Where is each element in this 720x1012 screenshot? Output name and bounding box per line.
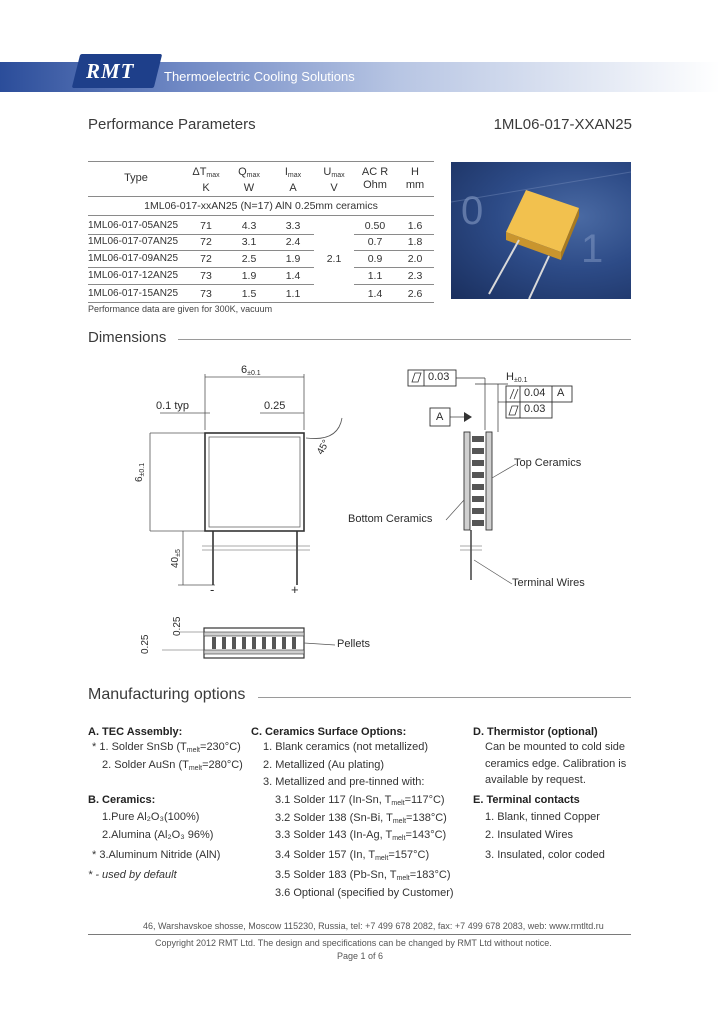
manufacturing-title: Manufacturing options bbox=[88, 686, 246, 703]
footer-rule bbox=[88, 934, 631, 935]
bottom-ceramics-leader bbox=[446, 500, 464, 520]
tec-assembly-heading: A. TEC Assembly: bbox=[88, 726, 183, 738]
thermistor-text: available by request. bbox=[485, 774, 586, 786]
table-group-label: 1ML06-017-xxAN25 (N=17) AlN 0.25mm ceramics bbox=[144, 200, 378, 212]
header-umax: $U_{max}$ V bbox=[323, 166, 345, 194]
manufacturing-rule bbox=[258, 697, 631, 698]
angle-dimension: 45° bbox=[315, 438, 333, 457]
header-qmax: $Q_{max}$ W bbox=[238, 166, 260, 194]
row-rule bbox=[88, 234, 314, 235]
flatness2-value: 0.03 bbox=[524, 403, 546, 415]
ceramics-option: 2.Alumina (Al₂O₃ 96%) bbox=[102, 829, 214, 841]
side-view-pellets bbox=[212, 637, 296, 649]
terminal-option: 3. Insulated, color coded bbox=[485, 849, 605, 861]
footer-address: 46, Warshavskoe shosse, Moscow 115230, Russia, tel: +7 499 678 2082, fax: +7 499 678 2083, web: www.rmtltd.ru bbox=[143, 921, 604, 931]
side-view-bottom-ceramic bbox=[204, 650, 304, 654]
datum-label: A bbox=[436, 411, 444, 423]
header-tagline: Thermoelectric Cooling Solutions bbox=[164, 69, 355, 84]
side-pellets bbox=[472, 436, 484, 526]
parallel-value: 0.04 bbox=[524, 387, 546, 399]
side-view-drawing bbox=[400, 360, 630, 590]
surface-sub-option: 3.5 Solder 183 (Pb-Sn, $T_{melt}=183^\circ C$) bbox=[275, 869, 451, 882]
surface-heading: C. Ceramics Surface Options: bbox=[251, 726, 407, 738]
ceramics-option: 1.Pure Al₂O₃(100%) bbox=[102, 811, 200, 823]
surface-sub-option: 3.6 Optional (specified by Customer) bbox=[275, 887, 454, 899]
surface-option: 3. Metallized and pre-tinned with: bbox=[263, 776, 425, 788]
top-ceramics-leader bbox=[492, 464, 516, 478]
chamfer-dimension: 0.25 bbox=[264, 400, 286, 412]
umax-shared-value: 2.1 bbox=[326, 253, 342, 265]
thermistor-text: Can be mounted to cold side bbox=[485, 741, 626, 753]
top-ceramic-thickness: 0.25 bbox=[172, 616, 183, 636]
row-rule bbox=[354, 250, 434, 251]
datum-arrow-icon bbox=[464, 412, 472, 422]
header-type: Type bbox=[124, 172, 148, 184]
module-outline bbox=[205, 433, 304, 531]
page-number: Page 1 of 6 bbox=[337, 951, 384, 961]
parallel-ref: A bbox=[557, 387, 565, 399]
ceramics-option: * 3.Aluminum Nitride (AlN) bbox=[92, 849, 221, 861]
photo-wire bbox=[529, 256, 549, 299]
table-note: Performance data are given for 300K, vacuum bbox=[88, 304, 273, 314]
side-view-top-ceramic bbox=[204, 632, 304, 636]
row-rule bbox=[88, 267, 314, 268]
minus-terminal-label: - bbox=[210, 582, 215, 597]
ceramics-heading: B. Ceramics: bbox=[88, 794, 156, 806]
surface-sub-option: 3.1 Solder 117 (In-Sn, $T_{melt}=117^\circ C$) bbox=[275, 794, 445, 807]
height-dimension: $6_{\pm 0.1}$ bbox=[134, 462, 146, 482]
surface-option: 1. Blank ceramics (not metallized) bbox=[263, 741, 429, 753]
surface-option: 2. Metallized (Au plating) bbox=[263, 759, 385, 771]
table-top-rule bbox=[88, 161, 434, 162]
flatness-value: 0.03 bbox=[428, 371, 450, 383]
dimensions-title: Dimensions bbox=[88, 329, 167, 346]
header-acr: AC R Ohm bbox=[361, 166, 389, 191]
row-rule bbox=[354, 267, 434, 268]
tec-option: * 1. Solder SnSb $(T_{melt}=230^\circ C)$ bbox=[92, 741, 241, 754]
terminal-option: 1. Blank, tinned Copper bbox=[485, 811, 600, 823]
performance-title: Performance Parameters bbox=[88, 116, 256, 133]
wire-length-dimension: $40_{\pm 5}$ bbox=[170, 549, 182, 568]
thermistor-text: ceramics edge. Calibration is bbox=[485, 758, 627, 770]
dimensions-rule bbox=[178, 339, 631, 340]
typ-dimension: 0.1 typ bbox=[156, 400, 190, 412]
product-photo-drawing bbox=[451, 162, 631, 299]
thermistor-heading: D. Thermistor (optional) bbox=[473, 726, 598, 738]
bottom-ceramics-label: Bottom Ceramics bbox=[348, 513, 433, 525]
terminal-wires-label: Terminal Wires bbox=[512, 577, 585, 589]
top-ceramics-label: Top Ceramics bbox=[514, 457, 582, 469]
table-bottom-rule bbox=[88, 302, 434, 303]
terminal-wires-leader bbox=[474, 560, 512, 584]
table-header-rule bbox=[88, 196, 434, 197]
width-dimension: $6_{\pm 0.1}$ bbox=[241, 364, 261, 377]
row-rule bbox=[354, 284, 434, 285]
company-logo: RMT bbox=[86, 59, 135, 83]
table-group-rule bbox=[88, 215, 434, 216]
part-number: 1ML06-017-XXAN25 bbox=[493, 116, 632, 133]
terminal-heading: E. Terminal contacts bbox=[473, 794, 580, 806]
row-rule bbox=[354, 234, 434, 235]
surface-sub-option: 3.2 Solder 138 (Sn-Bi, $T_{melt}=138^\circ C$) bbox=[275, 812, 447, 825]
footer-copyright: Copyright 2012 RMT Ltd. The design and specifications can be changed by RMT Ltd without notice. bbox=[155, 938, 552, 948]
side-top-ceramic bbox=[486, 432, 492, 530]
row-rule bbox=[88, 284, 314, 285]
photo-wire bbox=[489, 240, 519, 294]
side-bottom-ceramic bbox=[464, 432, 470, 530]
header-dtmax: $\Delta T_{max}$ K bbox=[192, 166, 220, 194]
row-rule bbox=[88, 250, 314, 251]
header-height: H mm bbox=[405, 166, 425, 191]
terminal-option: 2. Insulated Wires bbox=[485, 829, 574, 841]
pellets-label: Pellets bbox=[337, 638, 371, 650]
photo-ruler-digit: 1 bbox=[581, 227, 604, 271]
tec-option: 2. Solder AuSn $(T_{melt}=280^\circ C)$ bbox=[102, 759, 243, 772]
surface-sub-option: 3.3 Solder 143 (In-Ag, $T_{melt}=143^\circ C$) bbox=[275, 829, 447, 842]
default-note: * - used by default bbox=[88, 869, 177, 881]
product-photo bbox=[451, 162, 631, 299]
bottom-ceramic-thickness: 0.25 bbox=[140, 634, 151, 654]
header-imax: $I_{max}$ A bbox=[284, 166, 302, 194]
pellets-leader bbox=[304, 643, 335, 645]
height-label: $H_{\pm 0.1}$ bbox=[506, 371, 528, 384]
photo-ruler-digit: 0 bbox=[461, 189, 484, 233]
plus-terminal-label: + bbox=[291, 582, 299, 597]
surface-sub-option: 3.4 Solder 157 (In, $T_{melt}=157^\circ C$) bbox=[275, 849, 430, 862]
